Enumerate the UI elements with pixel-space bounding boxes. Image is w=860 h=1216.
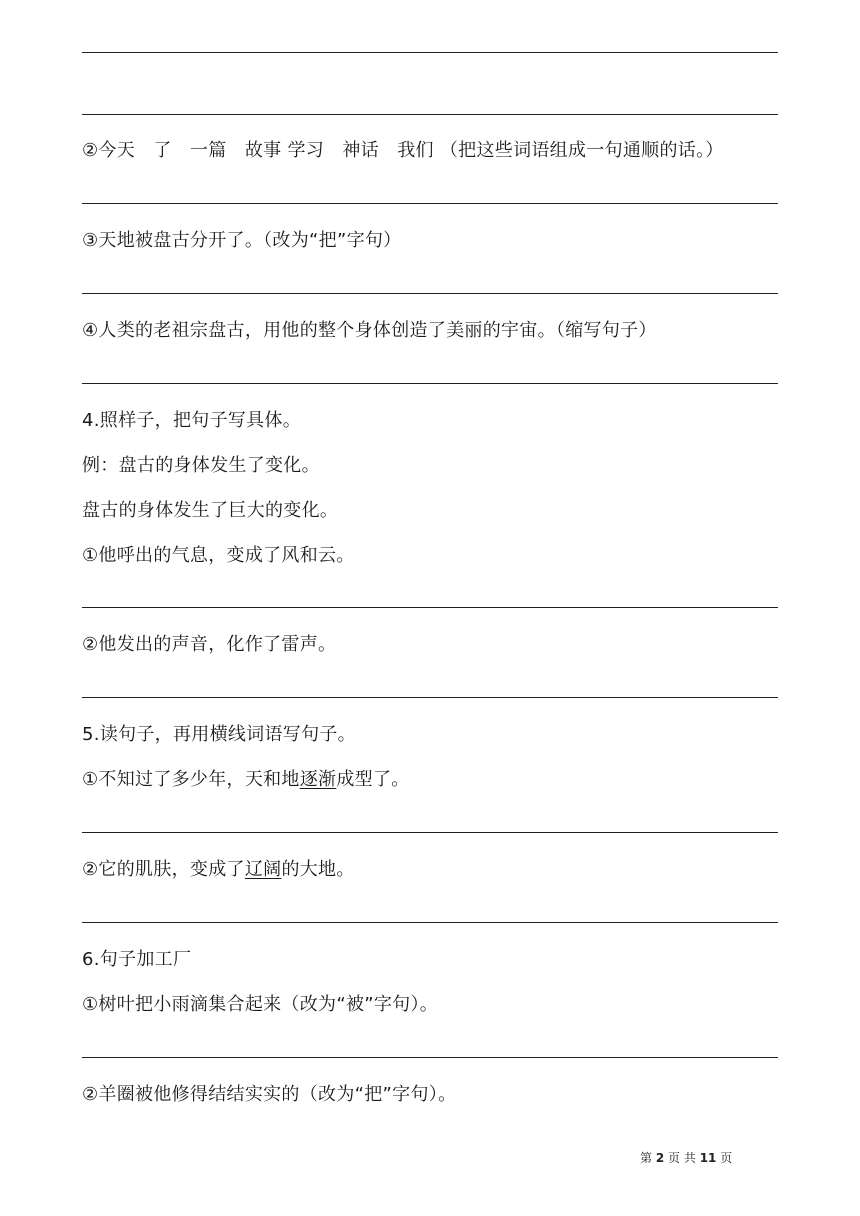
footer-total-pages: 11 xyxy=(699,1151,717,1165)
answer-line-3 xyxy=(82,203,778,204)
answer-line-4 xyxy=(82,293,778,294)
q5-item-1-before: ①不知过了多少年，天和地 xyxy=(82,769,300,790)
q5-title: 5.读句子，再用横线词语写句子。 xyxy=(82,724,356,745)
q5-item-2-before: ②它的肌肤，变成了 xyxy=(82,859,245,880)
q3-item-2: ②今天 了 一篇 故事 学习 神话 我们 （把这些词语组成一句通顺的话。） xyxy=(82,140,724,161)
footer-suffix: 页 xyxy=(720,1151,733,1165)
answer-line-7 xyxy=(82,697,778,698)
q3-item-4: ④人类的老祖宗盘古，用他的整个身体创造了美丽的宇宙。（缩写句子） xyxy=(82,320,657,341)
q5-item-2 xyxy=(82,858,355,882)
q4-title: 4.照样子，把句子写具体。 xyxy=(82,410,302,431)
q6-item-2: ②羊圈被他修得结结实实的（改为“把”字句）。 xyxy=(82,1084,457,1105)
answer-line-5 xyxy=(82,383,778,384)
q6-title: 6.句子加工厂 xyxy=(82,949,192,970)
footer-prefix: 第 xyxy=(640,1151,653,1165)
q4-example-a: 例：盘古的身体发生了变化。 xyxy=(82,455,320,476)
answer-line-9 xyxy=(82,922,778,923)
q5-item-1-underlined-word: 逐渐 xyxy=(299,769,337,790)
answer-line-2 xyxy=(82,114,778,115)
q4-item-2: ②他发出的声音，化作了雷声。 xyxy=(82,634,337,655)
q6-item-1: ①树叶把小雨滴集合起来（改为“被”字句）。 xyxy=(82,994,439,1015)
footer-middle: 页 共 xyxy=(668,1151,696,1165)
q5-item-2-after: 的大地。 xyxy=(281,859,355,880)
page-footer xyxy=(640,1150,732,1166)
q5-item-2-underlined-word: 辽阔 xyxy=(244,859,282,880)
footer-page-number: 2 xyxy=(655,1151,665,1165)
q5-item-1-after: 成型了。 xyxy=(336,769,410,790)
q3-item-3: ③天地被盘古分开了。（改为“把”字句） xyxy=(82,230,402,251)
q5-item-1 xyxy=(82,768,410,792)
q4-item-1: ①他呼出的气息，变成了风和云。 xyxy=(82,545,355,566)
answer-line-6 xyxy=(82,607,778,608)
answer-line-10 xyxy=(82,1057,778,1058)
answer-line-8 xyxy=(82,832,778,833)
answer-line-1 xyxy=(82,52,778,53)
q4-example-b: 盘古的身体发生了巨大的变化。 xyxy=(82,500,339,521)
